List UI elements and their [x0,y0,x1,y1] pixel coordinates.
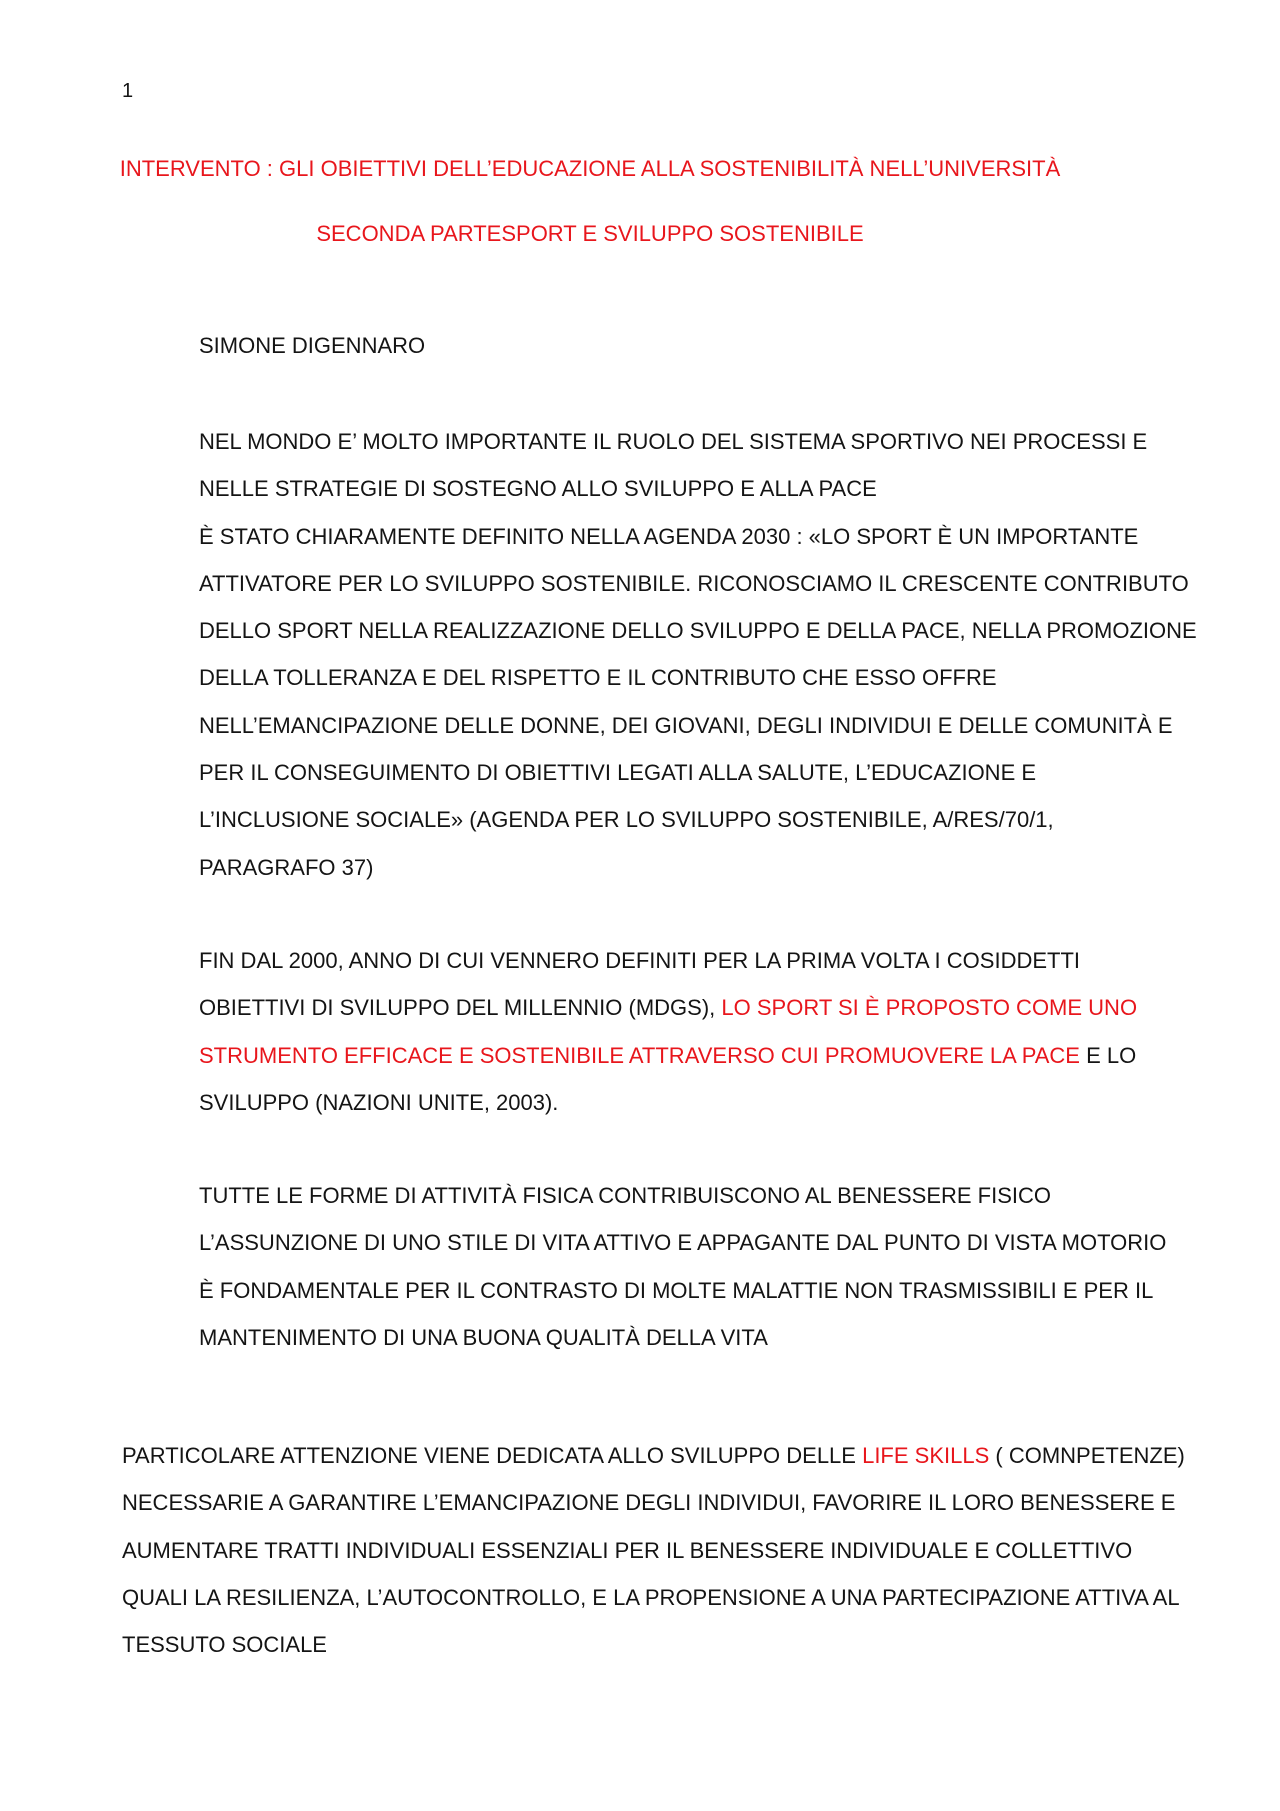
highlighted-text: LIFE SKILLS [862,1443,990,1468]
paragraph-1 [199,418,1197,891]
paragraph-line: ATTIVATORE PER LO SVILUPPO SOSTENIBILE. RICONOSCIAMO IL CRESCENTE CONTRIBUTO [199,570,1189,596]
paragraph-line: NECESSARIE A GARANTIRE L’EMANCIPAZIONE DEGLI INDIVIDUI, FAVORIRE IL LORO BENESSERE E [122,1490,1176,1516]
paragraph-line: DELLO SPORT NELLA REALIZZAZIONE DELLO SVILUPPO E DELLA PACE, NELLA PROMOZIONE [199,618,1197,644]
document-title: INTERVENTO : GLI OBIETTIVI DELL’EDUCAZIONE ALLA SOSTENIBILITÀ NELL’UNIVERSITÀ [119,156,1061,181]
paragraph-line: MANTENIMENTO DI UNA BUONA QUALITÀ DELLA VITA [199,1324,768,1350]
paragraph-2 [199,937,1137,1126]
paragraph-line [199,1032,1137,1079]
paragraph-4 [122,1432,1185,1668]
paragraph-line: DELLA TOLLERANZA E DEL RISPETTO E IL CONTRIBUTO CHE ESSO OFFRE [199,665,997,691]
author-name: SIMONE DIGENNARO [199,333,426,358]
paragraph-line: L’ASSUNZIONE DI UNO STILE DI VITA ATTIVO E APPAGANTE DAL PUNTO DI VISTA MOTORIO [199,1230,1167,1256]
paragraph-line: PER IL CONSEGUIMENTO DI OBIETTIVI LEGATI ALLA SALUTE, L’EDUCAZIONE E [199,760,1037,786]
paragraph-line: SVILUPPO (NAZIONI UNITE, 2003). [199,1089,559,1115]
paragraph-line [122,1432,1185,1479]
plain-text: PARTICOLARE ATTENZIONE VIENE DEDICATA ALLO SVILUPPO DELLE [122,1443,863,1468]
paragraph-line: TUTTE LE FORME DI ATTIVITÀ FISICA CONTRIBUISCONO AL BENESSERE FISICO [199,1183,1052,1208]
paragraph-3 [199,1172,1166,1361]
paragraph-line: NEL MONDO E’ MOLTO IMPORTANTE IL RUOLO DEL SISTEMA SPORTIVO NEI PROCESSI E [199,429,1148,454]
document-subtitle: SECONDA PARTESPORT E SVILUPPO SOSTENIBILE [316,221,864,246]
paragraph-line: PARAGRAFO 37) [199,854,374,880]
highlighted-text: LO SPORT SI È PROPOSTO COME UNO [721,995,1138,1021]
highlighted-text: STRUMENTO EFFICACE E SOSTENIBILE ATTRAVERSO CUI PROMUOVERE LA PACE [199,1042,1080,1068]
paragraph-line: AUMENTARE TRATTI INDIVIDUALI ESSENZIALI PER IL BENESSERE INDIVIDUALE E COLLETTIVO [122,1537,1133,1563]
plain-text: ( COMNPETENZE) [989,1443,1185,1468]
paragraph-line: FIN DAL 2000, ANNO DI CUI VENNERO DEFINITI PER LA PRIMA VOLTA I COSIDDETTI [199,948,1081,973]
paragraph-line: L’INCLUSIONE SOCIALE» (AGENDA PER LO SVILUPPO SOSTENIBILE, A/RES/70/1, [199,807,1054,833]
page-number: 1 [122,80,134,102]
paragraph-line: È FONDAMENTALE PER IL CONTRASTO DI MOLTE MALATTIE NON TRASMISSIBILI E PER IL [199,1277,1154,1303]
paragraph-line: QUALI LA RESILIENZA, L’AUTOCONTROLLO, E LA PROPENSIONE A UNA PARTECIPAZIONE ATTIVA AL [122,1584,1180,1610]
paragraph-line: NELL’EMANCIPAZIONE DELLE DONNE, DEI GIOVANI, DEGLI INDIVIDUI E DELLE COMUNITÀ E [199,712,1173,738]
paragraph-line: TESSUTO SOCIALE [122,1632,327,1658]
paragraph-line: È STATO CHIARAMENTE DEFINITO NELLA AGENDA 2030 : «LO SPORT È UN IMPORTANTE [199,523,1139,549]
paragraph-line: NELLE STRATEGIE DI SOSTEGNO ALLO SVILUPPO E ALLA PACE [199,476,877,502]
paragraph-line [199,984,1137,1031]
plain-text: E LO [1079,1042,1137,1068]
plain-text: OBIETTIVI DI SVILUPPO DEL MILLENNIO (MDGS), [199,995,722,1021]
